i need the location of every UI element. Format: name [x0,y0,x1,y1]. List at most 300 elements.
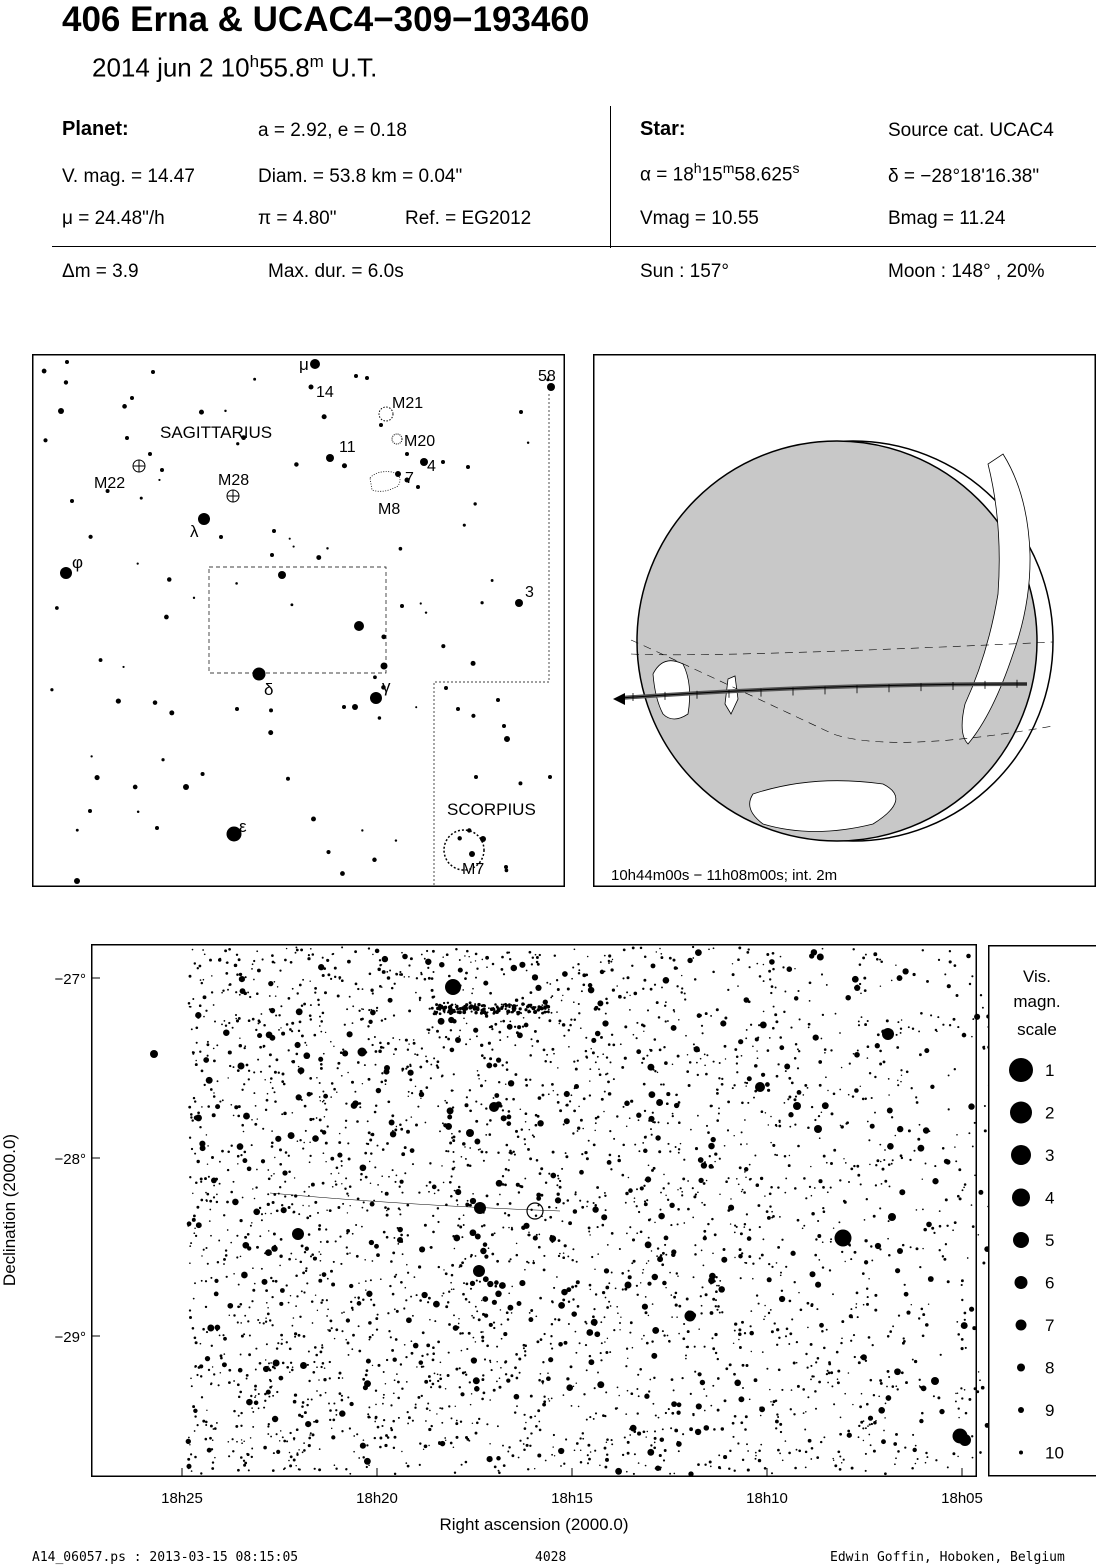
field-star [622,1288,624,1290]
field-star [798,1050,800,1052]
field-star [741,1102,744,1105]
field-star [817,1357,820,1360]
field-star [653,1069,655,1071]
field-star [660,1192,662,1194]
field-star [285,1151,288,1154]
finder-star [198,513,210,525]
field-star [447,1374,450,1377]
field-star [195,1063,198,1066]
field-star [551,1323,553,1325]
field-star [744,1223,746,1225]
finder-star [116,698,121,703]
field-star [676,967,678,969]
field-star [974,1174,976,1176]
field-star [493,1097,495,1099]
field-star [621,1174,624,1177]
field-star [852,976,859,983]
field-star [373,1304,376,1307]
field-star [767,1089,770,1092]
field-star [368,1131,371,1134]
field-star [349,1473,351,1475]
field-star [329,1319,332,1322]
field-star [473,1337,475,1339]
field-star [805,1411,807,1413]
field-star [563,1463,565,1465]
field-star [947,1466,949,1468]
field-star [564,1244,567,1247]
field-star [966,954,971,959]
field-star [505,1005,508,1008]
field-star [445,1305,448,1308]
field-star [369,1417,371,1419]
field-star [489,1323,493,1327]
field-star [220,1372,222,1374]
field-star [453,1161,455,1163]
field-star [947,984,951,988]
field-star [597,1381,604,1388]
field-star [237,1115,240,1118]
field-star [296,1008,303,1015]
field-star [696,1403,702,1409]
field-star [794,1124,796,1126]
field-star [703,1182,706,1185]
field-star [247,1320,249,1322]
m22-globular-icon [133,460,145,472]
field-star [621,1272,624,1275]
field-star [484,1358,486,1360]
field-star [716,1008,719,1011]
field-star [897,1388,899,1390]
field-star [357,1198,360,1201]
field-star [335,1468,337,1470]
star-right-ascension [640,160,800,186]
field-star [214,1457,216,1459]
field-star [290,1253,292,1255]
field-star [478,1078,480,1080]
field-star [470,1254,472,1256]
field-star [544,1333,546,1335]
field-star [764,1305,766,1307]
field-star [647,1009,649,1011]
field-star [402,1253,404,1255]
field-star [797,1145,800,1148]
field-star [644,1110,646,1112]
field-star [391,987,394,990]
finder-star [352,704,358,710]
field-star [491,1049,493,1051]
field-star [320,1301,322,1303]
field-star [669,1203,674,1208]
field-star [417,1396,420,1399]
field-star [257,1319,259,1321]
field-star [558,1448,564,1454]
field-star [638,1462,640,1464]
field-star [531,1433,533,1435]
field-star [749,1398,751,1400]
field-star [724,1045,727,1048]
field-star-bright [755,1082,765,1092]
field-star [240,1354,242,1356]
field-star [193,1215,196,1218]
field-star [486,1062,492,1068]
field-star [533,1236,538,1241]
field-star [564,1341,568,1345]
field-star [583,1097,586,1100]
field-star [694,1253,697,1256]
field-star [299,1021,302,1024]
field-star [241,1272,248,1279]
field-star [826,984,828,986]
field-star [648,1116,654,1122]
field-star [895,1385,897,1387]
field-star [375,1064,377,1066]
field-star [211,1089,213,1091]
field-star [606,1438,609,1441]
field-star [366,1291,372,1297]
field-star [447,1038,450,1041]
field-star [875,1184,877,1186]
field-star [908,1026,910,1028]
field-star [701,1286,703,1288]
field-star [621,1066,624,1069]
field-star [301,1005,303,1007]
field-star [795,1043,798,1046]
field-star [793,1413,795,1415]
field-star [278,1014,280,1016]
field-star [937,1016,939,1018]
field-star [606,1306,609,1309]
field-star [937,1396,940,1399]
field-star [841,1320,844,1323]
field-star [604,1091,606,1093]
field-star [828,1363,831,1366]
field-star [255,1105,257,1107]
field-star [972,1457,974,1459]
field-star [961,1347,964,1350]
field-star [789,1155,790,1156]
field-star [263,1446,267,1450]
field-star [286,1284,288,1286]
field-star [473,1028,478,1033]
field-star [390,1404,392,1406]
field-star [340,1263,342,1265]
field-star [303,1003,306,1006]
field-star [320,1031,322,1033]
field-star [594,1331,600,1337]
field-star [241,1335,244,1338]
field-star [335,1409,337,1411]
field-star [742,1364,745,1367]
field-star [310,948,312,950]
field-star [709,1155,711,1157]
field-star [573,1386,574,1387]
field-star [378,1364,381,1367]
field-star [850,1168,853,1171]
field-star [213,1092,214,1093]
field-star [232,1027,234,1029]
hour-superscript: h [249,52,260,71]
field-star [459,1030,461,1032]
field-star [867,1020,869,1022]
field-star [452,1106,454,1108]
field-star [734,1379,741,1386]
field-star [543,1269,546,1272]
field-star [899,1189,905,1195]
field-star [600,1036,603,1039]
field-star [777,1246,780,1249]
field-star [295,1042,301,1048]
field-star [308,1437,311,1440]
field-star [368,1406,370,1408]
field-star [879,1050,882,1053]
field-star [433,1301,440,1308]
field-star [521,1002,524,1005]
finder-star [326,454,334,462]
field-star [191,1148,193,1150]
field-star [237,1163,238,1164]
field-star [298,1067,305,1074]
field-star [346,1229,350,1233]
field-star [861,1393,863,1395]
field-star [523,1449,526,1452]
field-star [276,1433,278,1435]
field-star [370,1202,375,1207]
field-star [392,1037,394,1039]
field-star [891,1116,893,1118]
field-star [481,1398,484,1401]
field-star [781,1389,783,1391]
field-star [356,1255,359,1258]
field-star [475,953,478,956]
field-star [627,1452,630,1455]
field-star [313,1034,316,1037]
field-star [305,1270,307,1272]
field-star [455,1368,458,1371]
field-star [844,1393,846,1395]
finder-star [74,878,80,884]
finder-star [50,688,53,691]
field-star [860,1086,861,1087]
field-star [921,1308,924,1311]
sagittarius-label: SAGITTARIUS [160,423,273,442]
ra-sec: 58.625 [734,164,793,186]
field-star [466,1096,468,1098]
field-star [206,1193,209,1196]
field-star [872,1344,874,1346]
field-star [524,1354,526,1356]
legend-label-mag-1: 1 [1045,1061,1055,1080]
field-star [305,1421,311,1427]
field-star [608,1301,610,1303]
field-star [432,1352,435,1355]
field-star [590,1048,591,1049]
field-star [191,1119,193,1121]
field-star [887,1108,893,1114]
field-star [470,1404,472,1406]
field-star [516,1005,518,1007]
field-star [201,1280,203,1282]
field-star [262,958,264,960]
field-star [235,1014,237,1016]
field-star [343,1311,345,1313]
field-star [589,1416,591,1418]
field-star [205,1306,207,1308]
field-star [741,1131,743,1133]
field-star [202,949,204,951]
field-star [248,1070,250,1072]
field-star [587,1444,590,1447]
field-star [528,1317,533,1322]
field-star [716,1309,718,1311]
field-star [331,1428,332,1429]
field-star [345,1339,347,1341]
field-star [860,992,862,994]
field-star [280,1288,285,1293]
field-star [399,1180,403,1184]
field-star [292,1060,295,1063]
field-star-bright [238,1063,245,1070]
field-star [207,1325,214,1332]
field-star [254,1385,257,1388]
field-star [545,1004,547,1006]
field-star [843,1200,846,1203]
field-star [760,1021,767,1028]
field-star [606,1453,608,1455]
field-star [213,1185,215,1187]
field-star [554,1455,555,1456]
field-star [294,1177,295,1178]
field-star [514,1026,516,1028]
field-star [780,1431,782,1433]
field-star [460,1420,462,1422]
field-star [270,1436,272,1438]
field-star [543,1049,546,1052]
field-star [933,1395,935,1397]
field-star [273,1360,280,1367]
field-star [719,1194,721,1196]
field-star [213,1004,215,1006]
field-star [207,1263,209,1265]
field-star [772,1404,774,1406]
field-star [529,951,532,954]
field-star [548,1398,550,1400]
field-star [279,1163,282,1166]
field-star [714,1333,717,1336]
field-star [268,1362,270,1364]
field-star [538,1234,540,1236]
field-star [309,1141,311,1143]
field-star [714,1161,715,1162]
field-star [563,1123,565,1125]
field-star [599,1073,602,1076]
field-star [667,1122,669,1124]
field-star [456,1199,458,1201]
field-star [772,1144,775,1147]
field-star [272,1469,275,1472]
field-star [323,1100,325,1102]
star-heading: Star: [640,118,686,140]
field-star [811,949,817,955]
field-star [727,1209,730,1212]
field-star [372,992,374,994]
field-star [366,1444,368,1446]
field-star [571,1311,577,1317]
field-star-bright [397,1237,403,1243]
field-star [618,1155,620,1157]
field-star [804,1084,807,1087]
field-star [869,1072,871,1074]
field-star [719,1280,721,1282]
field-star [550,1173,556,1179]
field-star [568,1029,570,1031]
field-star [326,1210,327,1211]
field-star [758,1303,760,1305]
field-star [803,1225,805,1227]
field-star [197,967,199,969]
field-star [617,1159,621,1163]
field-star [815,1282,821,1288]
field-star [897,1084,899,1086]
field-star [202,1328,205,1331]
field-star [308,1350,310,1352]
finder-star [456,707,460,711]
field-star [483,1224,486,1227]
field-star [239,1037,240,1038]
field-star [194,1366,196,1368]
field-star [862,956,865,959]
field-star [312,953,315,956]
field-star [447,1115,452,1120]
field-star [203,1057,209,1063]
field-star [833,1403,835,1405]
field-star [875,1043,880,1048]
field-star [188,1002,191,1005]
field-star [388,998,393,1003]
field-star [374,1437,376,1439]
field-star [493,1327,495,1329]
field-star [257,1118,258,1119]
field-star [232,1450,234,1452]
field-star [732,1436,734,1438]
legend-dot-mag-9 [1018,1407,1024,1413]
field-star [488,1007,490,1009]
finder-star [322,414,327,419]
field-star [298,1030,300,1032]
field-star [470,1281,475,1286]
field-star [289,1464,292,1467]
field-star [968,1103,974,1109]
field-star [945,1243,947,1245]
field-star [644,1150,646,1152]
field-star [189,975,192,978]
finder-star [395,839,397,841]
field-star [372,1334,374,1336]
field-star [887,1335,890,1338]
field-star [360,1179,362,1181]
field-star [519,1372,521,1374]
field-star [293,1459,296,1462]
field-star [205,1247,207,1249]
field-star [336,1092,337,1093]
field-star [454,1248,456,1250]
field-star [827,1370,829,1372]
field-star [462,989,464,991]
field-star [548,1019,551,1022]
field-star [671,1249,676,1254]
field-star [379,985,382,988]
field-star [551,1398,553,1400]
field-star [754,1155,756,1157]
